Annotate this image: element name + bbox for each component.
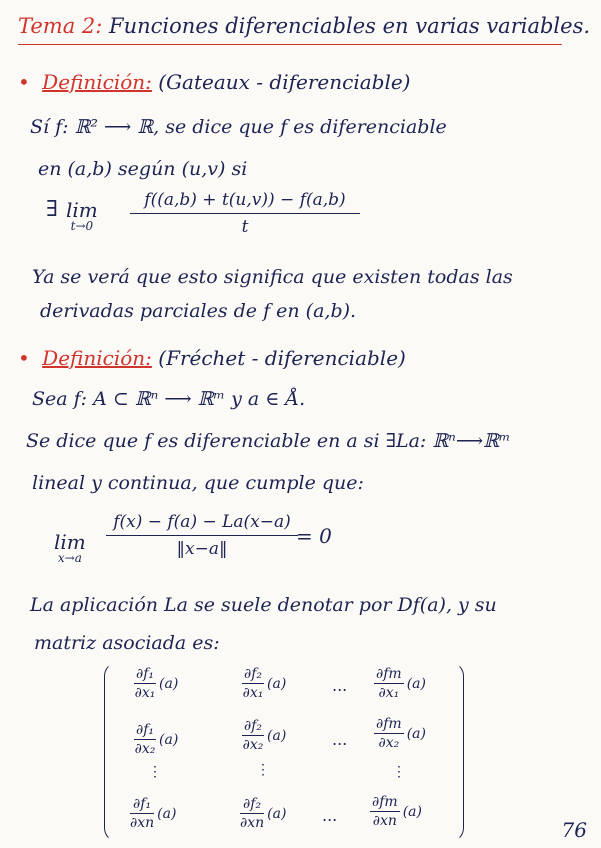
matrix-cell (242, 718, 286, 753)
def1-line2: en (a,b) según (u,v) si (38, 158, 248, 180)
cell-arg: (a) (267, 675, 287, 692)
matrix-cell (374, 666, 426, 701)
def1-bullet: • (18, 70, 30, 94)
application-line1: La aplicación La se suele denotar por Df(a), y su (30, 594, 497, 616)
cell-arg: (a) (267, 805, 287, 822)
def1-remark1: Ya se verá que esto significa que existen todas las (32, 266, 513, 288)
cell-arg: (a) (406, 675, 426, 692)
cell-num: ∂f₂ (244, 718, 263, 734)
def2-bullet: • (18, 346, 30, 370)
def1-denominator: t (241, 217, 249, 237)
cell-num: ∂f₁ (136, 666, 155, 682)
def1-numerator: f((a,b) + t(u,v)) − f(a,b) (130, 190, 360, 214)
matrix-vdots: ⋮ (256, 762, 270, 778)
title-prefix: Tema 2: (18, 14, 103, 38)
cell-den: ∂x₂ (378, 735, 400, 751)
cell-den: ∂x₁ (134, 685, 156, 701)
cell-den: ∂x₂ (134, 741, 156, 757)
def1-fraction (130, 190, 360, 237)
def2-line2: Se dice que f es diferenciable en a si ∃La: ℝⁿ⟶ℝᵐ (26, 430, 511, 452)
cell-arg: (a) (267, 727, 287, 744)
cell-arg: (a) (159, 731, 179, 748)
jacobian-matrix (104, 662, 464, 842)
cell-den: ∂x₁ (378, 685, 400, 701)
def1-remark2: derivadas parciales de f en (a,b). (40, 300, 357, 322)
cell-arg: (a) (159, 675, 179, 692)
cell-den: ∂xn (372, 813, 397, 829)
cell-num: ∂f₂ (244, 666, 263, 682)
def2-name: (Fréchet - diferenciable) (158, 346, 406, 370)
cell-den: ∂xn (130, 815, 155, 831)
cell-num: ∂fm (372, 794, 398, 810)
def2-denominator: ‖x−a‖ (176, 539, 228, 559)
matrix-cell (374, 716, 426, 751)
def2-lim-sub: x→a (57, 551, 82, 565)
cell-den: ∂x₁ (242, 685, 264, 701)
def1-limit (66, 198, 98, 233)
page-title (18, 14, 590, 38)
cell-num: ∂f₂ (240, 796, 264, 814)
cell-arg: (a) (402, 803, 422, 820)
def2-heading (18, 346, 406, 370)
cell-num: ∂f₁ (130, 796, 154, 814)
def1-name: (Gateaux - diferenciable) (158, 70, 411, 94)
def2-label: Definición: (42, 346, 152, 370)
cell-num: ∂fm (376, 666, 402, 682)
cell-arg: (a) (406, 725, 426, 742)
cell-num: ∂fm (376, 716, 402, 732)
matrix-vdots: ⋮ (392, 764, 406, 780)
page-number: 76 (561, 818, 587, 842)
def1-lim-sub: t→0 (70, 219, 94, 233)
matrix-cell (242, 666, 286, 701)
matrix-cell (370, 794, 422, 829)
def2-line3: lineal y continua, que cumple que: (32, 472, 364, 494)
application-line2: matriz asociada es: (34, 632, 220, 654)
matrix-cell (134, 722, 178, 757)
matrix-cell (240, 796, 286, 831)
cell-den: ∂x₂ (242, 737, 264, 753)
cell-arg: (a) (157, 805, 177, 822)
def1-lim-word: lim (66, 198, 98, 222)
def2-equals-zero: = 0 (296, 524, 332, 548)
def2-limit (54, 530, 86, 565)
def1-line1: Sí f: ℝ² ⟶ ℝ, se dice que f es diferenciable (30, 116, 447, 138)
matrix-cell (134, 666, 178, 701)
matrix-vdots: ⋮ (148, 764, 162, 780)
matrix-cell (130, 796, 176, 831)
def2-numerator: f(x) − f(a) − La(x−a) (106, 512, 298, 536)
cell-den: ∂xn (240, 815, 265, 831)
cell-num: ∂f₁ (136, 722, 155, 738)
title-underline (18, 44, 562, 45)
matrix-hdots: ... (322, 806, 338, 825)
def2-fraction (106, 512, 298, 559)
def2-lim-word: lim (54, 530, 86, 554)
matrix-right-paren (449, 662, 464, 842)
def1-exists: ∃ (46, 197, 58, 222)
def1-heading (18, 70, 410, 94)
matrix-hdots: ... (332, 730, 348, 749)
def2-line1: Sea f: A ⊂ ℝⁿ ⟶ ℝᵐ y a ∈ Å. (32, 388, 306, 410)
matrix-hdots: ... (332, 676, 348, 695)
matrix-left-paren (104, 662, 119, 842)
def1-label: Definición: (42, 70, 152, 94)
title-text: Funciones diferenciables en varias variables. (109, 14, 591, 38)
